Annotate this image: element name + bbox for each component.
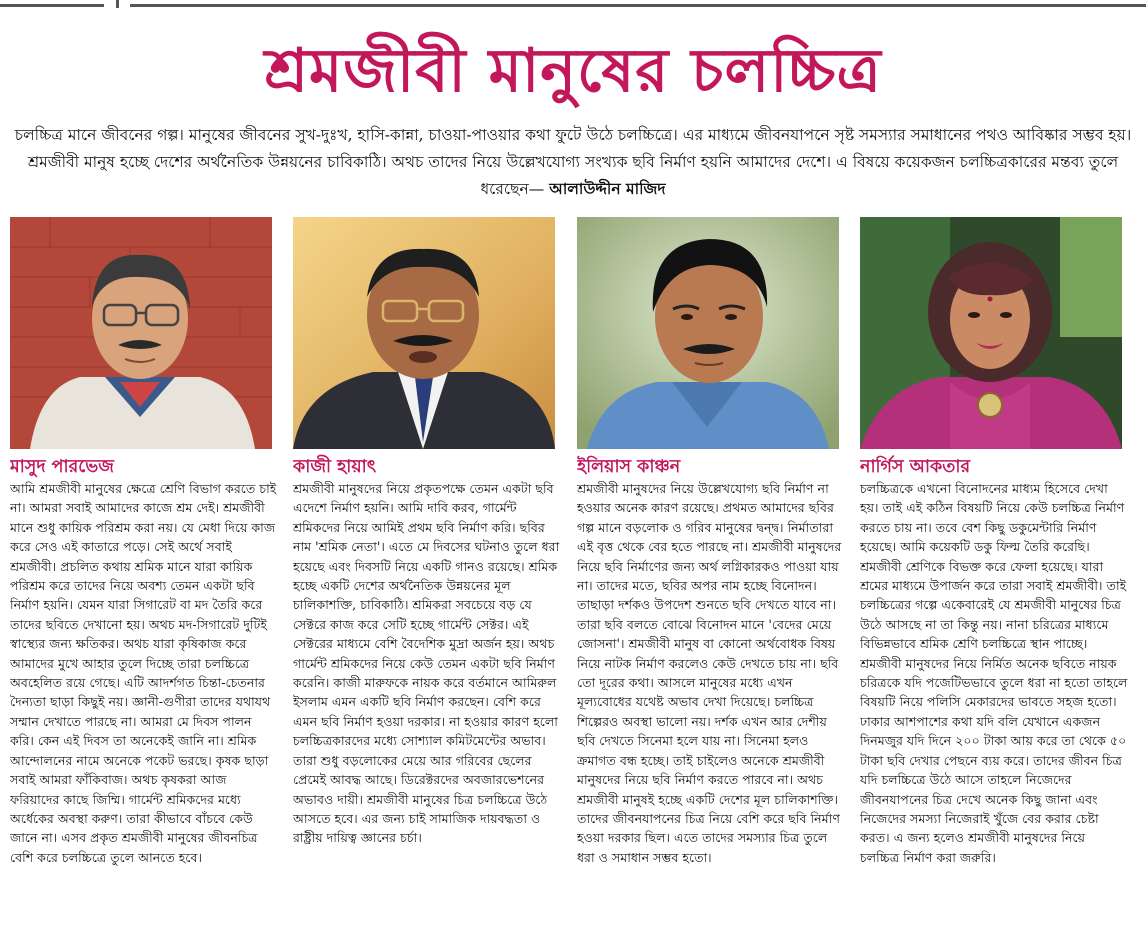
portrait-photo: [10, 217, 272, 449]
person-name: কাজী হায়াৎ: [293, 457, 377, 477]
intro-text: চলচ্চিত্র মানে জীবনের গল্প। মানুষের জীবনের সুখ-দুঃখ, হাসি-কান্না, চাওয়া-পাওয়ার কথা ফুটে উঠে চলচ্চিত্রে। এর মাধ্যমে জীবনযাপনে সৃষ্ট সমস্যার সমাধানের পথও আবিষ্কার সম্ভব হয়। শ্রমজীবী মানুষ হচ্ছে দেশের অর্থনৈতিক উন্নয়নের চাবিকাঠি। অথচ তাদের নিয়ে উল্লেখযোগ্য সংখ্যক ছবি নির্মাণ হয়নি আমাদের দেশে। এ বিষয়ে কয়েকজন চলচ্চিত্রকারের মন্তব্য তুলে ধরেছেন—: [14, 126, 1132, 198]
person-comment: শ্রমজীবী মানুষদের নিয়ে উল্লেখযোগ্য ছবি নির্মাণ না হওয়ার অনেক কারণ রয়েছে। প্রথমত আমাদের ছবির গল্প মানে বড়লোক ও গরিব মানুষের দ্বন্দ্ব। নির্মাতারা এই বৃত্ত থেকে বের হতে পারছে না। শ্রমজীবী মানুষদের নিয়ে ছবি নির্মাণের জন্য অর্থ লগ্নিকারকও পাওয়া যায় না। তাদের মতে, ছবির অপর নাম হচ্ছে বিনোদন। তাছাড়া দর্শকও উপদেশ শুনতে ছবি দেখতে যাবে না। তারা ছবি বলতে বোঝে বিনোদন মানে 'বেদের মেয়ে জোসনা'। শ্রমজীবী মানুষ বা কোনো অর্থবোধক বিষয় নিয়ে নাটক নির্মাণ করলেও কেউ দেখতে চায় না। ছবি তো দূরের কথা। আসলে মানুষের মধ্যে এখন মূল্যবোধের যথেষ্ট অভাব দেখা দিয়েছে। চলচ্চিত্র শিল্পেরও অবস্থা ভালো নয়। দর্শক এখন আর দেশীয় ছবি দেখতে সিনেমা হলে যায় না। সিনেমা হলও ক্রমাগত বন্ধ হচ্ছে। তাই চাইলেও অনেকে শ্রমজীবী মানুষদের নিয়ে ছবি নির্মাণ করতে পারবে না। অথচ শ্রমজীবী মানুষই হচ্ছে একটি দেশের মূল চালিকাশক্তি। তাদের জীবনযাপনের চিত্র নিয়ে বেশি করে ছবি নির্মাণ হওয়া দরকার ছিল। এতে তাদের সমস্যার চিত্র তুলে ধরা ও সমাধান সম্ভব হতো।: [577, 481, 842, 865]
portrait-photo: [293, 217, 555, 449]
intro-author: আলাউদ্দীন মাজিদ: [549, 180, 666, 198]
portrait-man-glasses-mustache-icon: [10, 217, 272, 449]
column-ilias-kanchan: [577, 217, 845, 939]
headline: শ্রমজীবী মানুষের চলচ্চিত্র: [264, 36, 882, 106]
person-comment: আমি শ্রমজীবী মানুষের ক্ষেত্রে শ্রেণি বিভাগ করতে চাই না। আমরা সবাই আমাদের কাজে শ্রম দেই। শ্রমজীবী মানে শুধু কায়িক পরিশ্রম করা নয়। যে মেধা দিয়ে কাজ করে সেও এই কাতারে পড়ে। সেই অর্থে সবাই শ্রমজীবী। প্রচলিত কথায় শ্রমিক মানে যারা কায়িক পরিশ্রম করে তাদের নিয়ে অবশ্য তেমন একটা ছবি নির্মাণ হয়নি। যেমন যারা সিগারেট বা মদ তৈরি করে তাদের ছবিতে দেখানো হয়। অথচ মদ-সিগারেট দুটিই স্বাস্থ্যের জন্য ক্ষতিকর। অথচ যারা কৃষিকাজ করে আমাদের মুখে আহার তুলে দিচ্ছে তারা চলচ্চিত্রে অবহেলিত রয়ে গেছে। এটি আদর্শগত চিন্তা-চেতনার দৈন্যতা ছাড়া কিছুই নয়। জ্ঞানী-গুণীরা তাদের যথাযথ সম্মান দেখাতে পারছে না। আমরা মে দিবস পালন করি। কেন এই দিবস তা অনেকেই জানি না। শ্রমিক আন্দোলনের নামে অনেকে পকেট ভরছে। কৃষক ছাড়া সবাই আমরা ফাঁকিবাজ। অথচ কৃষকরা আজ ফরিয়াদের কাছে জিম্মি। গার্মেন্ট শ্রমিকদের মধ্যে অর্ধেকের অবস্থা করুণ। তারা কীভাবে বাঁচবে কেউ জানে না। এসব প্রকৃত শ্রমজীবী মানুষের জীবনচিত্র বেশি করে চলচ্চিত্রে তুলে আনতে হবে।: [10, 481, 277, 865]
person-name: মাসুদ পারভেজ: [10, 457, 114, 477]
top-rule-notch: [116, 0, 119, 8]
top-rule-right: [130, 0, 1146, 7]
portrait-woman-curly-hair-icon: [860, 217, 1122, 449]
intro-paragraph: [14, 122, 1132, 203]
person-name: ইলিয়াস কাঞ্চন: [577, 457, 681, 477]
portrait-photo: [577, 217, 839, 449]
column-nargis-akter: [860, 217, 1128, 939]
column-masud-parvez: [10, 217, 278, 939]
portrait-photo: [860, 217, 1122, 449]
column-kazi-hayat: [293, 217, 561, 939]
portrait-man-glasses-suit-icon: [293, 217, 555, 449]
portrait-man-mustache-icon: [577, 217, 839, 449]
person-name: নার্গিস আকতার: [860, 457, 971, 477]
top-rule-left: [0, 0, 104, 7]
person-comment: চলচ্চিত্রকে এখনো বিনোদনের মাধ্যম হিসেবে দেখা হয়। তাই এই কঠিন বিষয়টি নিয়ে কেউ চলচ্চিত্র নির্মাণ করতে চায় না। তবে বেশ কিছু ডকুমেন্টারি নির্মাণ হয়েছে। আমি কয়েকটি ডকু ফিল্ম তৈরি করেছি। শ্রমজীবী শ্রেণিকে বিভক্ত করে ফেলা হয়েছে। যারা শ্রমের মাধ্যমে উপার্জন করে তারা সবাই শ্রমজীবী। তাই চলচ্চিত্রের গল্পে একেবারেই যে শ্রমজীবী মানুষের চিত্র উঠে আসছে না তা কিন্তু নয়। নানা চরিত্রের মাধ্যমে বিভিন্নভাবে শ্রমিক শ্রেণি চলচ্চিত্রে স্থান পাচ্ছে। শ্রমজীবী মানুষদের নিয়ে নির্মিত অনেক ছবিতে নায়ক চরিত্রকে যদি পজেটিভভাবে তুলে ধরা না হতো তাহলে বিষয়টি নিয়ে পলিসি মেকারদের ভাবতে সহজ হতো। ঢাকার আশপাশের কথা যদি বলি যেখানে একজন দিনমজুর যদি দিনে ২০০ টাকা আয় করে তা থেকে ৫০ টাকা ছবি দেখার পেছনে ব্যয় করে। তাদের জীবন চিত্র যদি চলচ্চিত্রে উঠে আসে তাহলে নিজেদের জীবনযাপনের চিত্র দেখে অনেক কিছু জানা এবং নিজেদের সমস্যা নিজেরাই খুঁজে বের করার চেষ্টা করত। এ জন্য হলেও শ্রমজীবী মানুষদের নিয়ে চলচ্চিত্র নির্মাণ করা জরুরি।: [860, 481, 1128, 865]
person-comment: শ্রমজীবী মানুষদের নিয়ে প্রকৃতপক্ষে তেমন একটা ছবি এদেশে নির্মাণ হয়নি। আমি দাবি করব, গার্মেন্ট শ্রমিকদের নিয়ে আমিই প্রথম ছবি নির্মাণ করি। ছবির নাম 'শ্রমিক নেতা'। এতে মে দিবসের ঘটনাও তুলে ধরা হয়েছে এবং দিবসটি নিয়ে একটি গানও রয়েছে। শ্রমিক হচ্ছে একটি দেশের অর্থনৈতিক উন্নয়নের মূল চালিকাশক্তি, চাবিকাঠি। শ্রমিকরা সবচেয়ে বড় যে সেক্টরে কাজ করে সেটি হচ্ছে গার্মেন্ট সেক্টর। এই সেক্টরের মাধ্যমে বেশি বৈদেশিক মুদ্রা অর্জন হয়। অথচ গার্মেন্ট শ্রমিকদের নিয়ে কেউ তেমন একটা ছবি নির্মাণ করেনি। কাজী মারুফকে নায়ক করে বর্তমানে আমিরুল ইসলাম এমন একটি ছবি নির্মাণ করছেন। বেশি করে এমন ছবি নির্মাণ হওয়া দরকার। না হওয়ার কারণ হলো চলচ্চিত্রকারদের মধ্যে সোশ্যাল কমিটমেন্টের অভাব। তারা শুধু বড়লোকের মেয়ে আর গরিবের ছেলের প্রেমেই আবদ্ধ আছে। ডিরেক্টরদের অবজারভেশনের অভাবও দায়ী। শ্রমজীবী মানুষের চিত্র চলচ্চিত্রে উঠে আসতে হবে। এর জন্য চাই সামাজিক দায়বদ্ধতা ও রাষ্ট্রীয় দায়িত্ব জ্ঞানের চর্চা।: [293, 481, 560, 846]
